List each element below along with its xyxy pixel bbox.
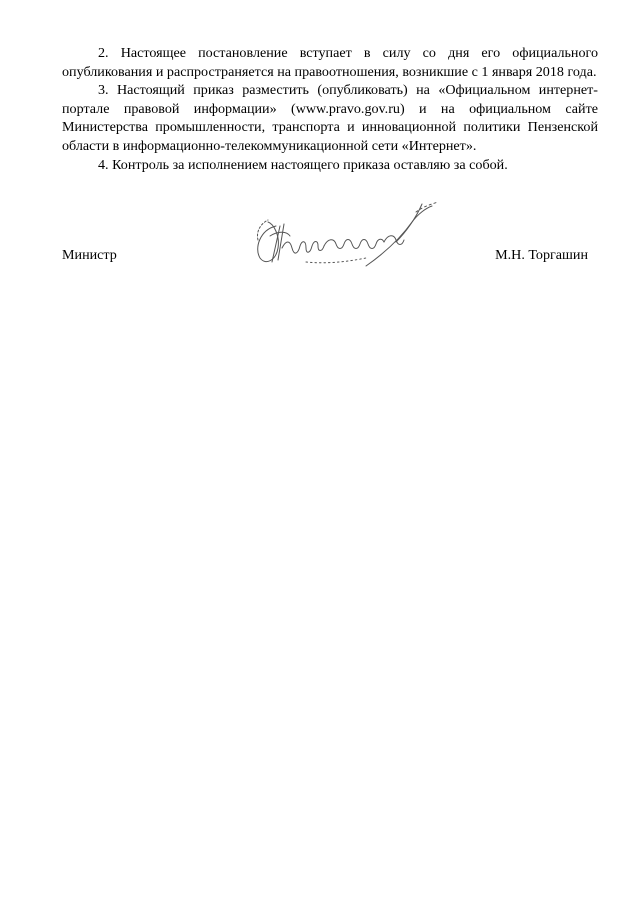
signatory-name: М.Н. Торгашин [495,247,588,263]
paragraph-publication: 3. Настоящий приказ разместить (опубликовать) на «Официальном интернет-портале правовой информации» (www.pravo.gov.ru) и на официальном сайте Министерства промышленности, транспорта и инновационной политики Пензенской области в информационно-телекоммуникационной сети «Интернет». [62,82,598,154]
paragraph-control: 4. Контроль за исполнением настоящего приказа оставляю за собой. [98,156,508,173]
handwritten-signature [246,196,446,274]
document-body [62,44,598,174]
paragraph-effective-date: 2. Настоящее постановление вступает в силу со дня его официального опубликования и распространяется на правоотношения, возникшие с 1 января 2018 года. [62,45,598,80]
signatory-title: Министр [62,247,117,263]
